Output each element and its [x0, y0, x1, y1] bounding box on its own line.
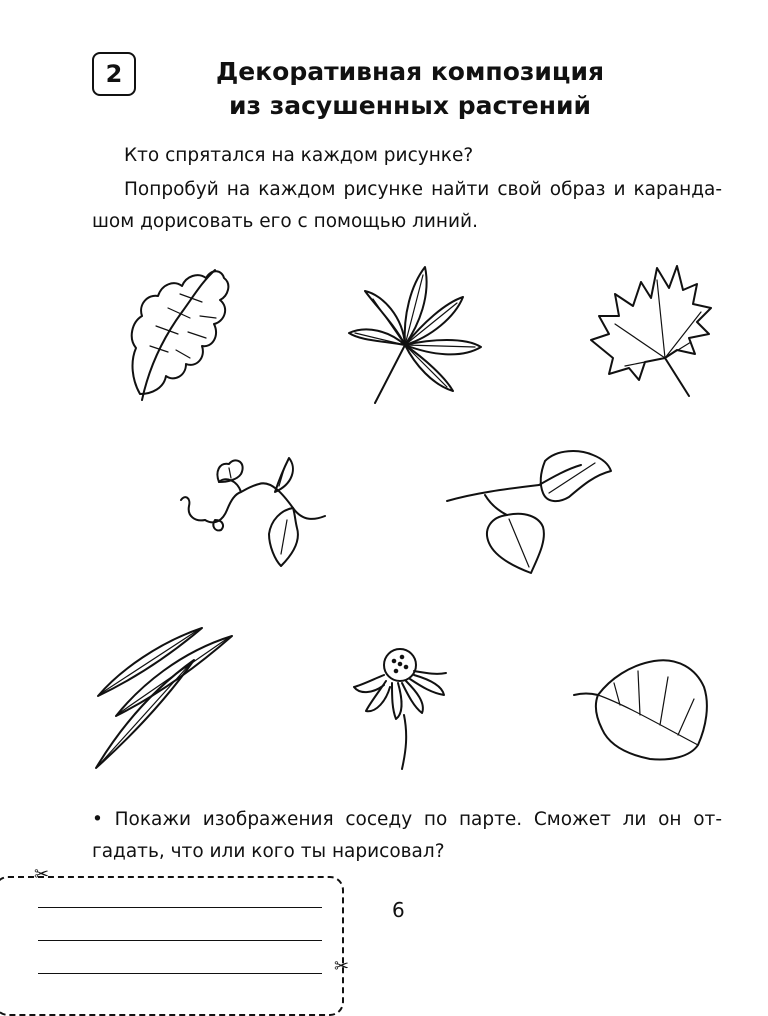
question-text: Кто спрятался на каждом рисунке? — [124, 145, 474, 166]
cut-out-box — [0, 876, 344, 1016]
instruction-text: Попробуй на каждом рисунке найти свой образ и каранда- шом дорисовать его с помощью линий. — [92, 179, 722, 232]
task-text: • Покажи изображения соседу по парте. Сможет ли он от- гадать, что или кого ты нарисовал? — [92, 809, 722, 862]
round-leaf-icon — [570, 655, 715, 765]
page-number: 6 — [392, 898, 405, 922]
scissors-icon: ✂ — [34, 864, 50, 885]
exercise-number-badge: 2 — [92, 52, 136, 96]
willow-icon — [90, 620, 240, 770]
writing-line — [38, 973, 322, 974]
chestnut-leaf-icon — [345, 255, 495, 405]
chamomile-icon — [348, 645, 448, 770]
title-line-2: из засушенных растений — [228, 91, 592, 120]
writing-line — [38, 940, 322, 941]
birch-branch-icon — [445, 445, 615, 575]
page-title — [150, 55, 670, 123]
vine-icon — [175, 450, 330, 575]
title-line-1: Декоративная композиция — [215, 57, 605, 86]
oak-leaf-icon — [120, 262, 250, 402]
scissors-icon: ✂ — [334, 956, 350, 977]
maple-leaf-icon — [585, 258, 715, 398]
writing-line — [38, 907, 322, 908]
